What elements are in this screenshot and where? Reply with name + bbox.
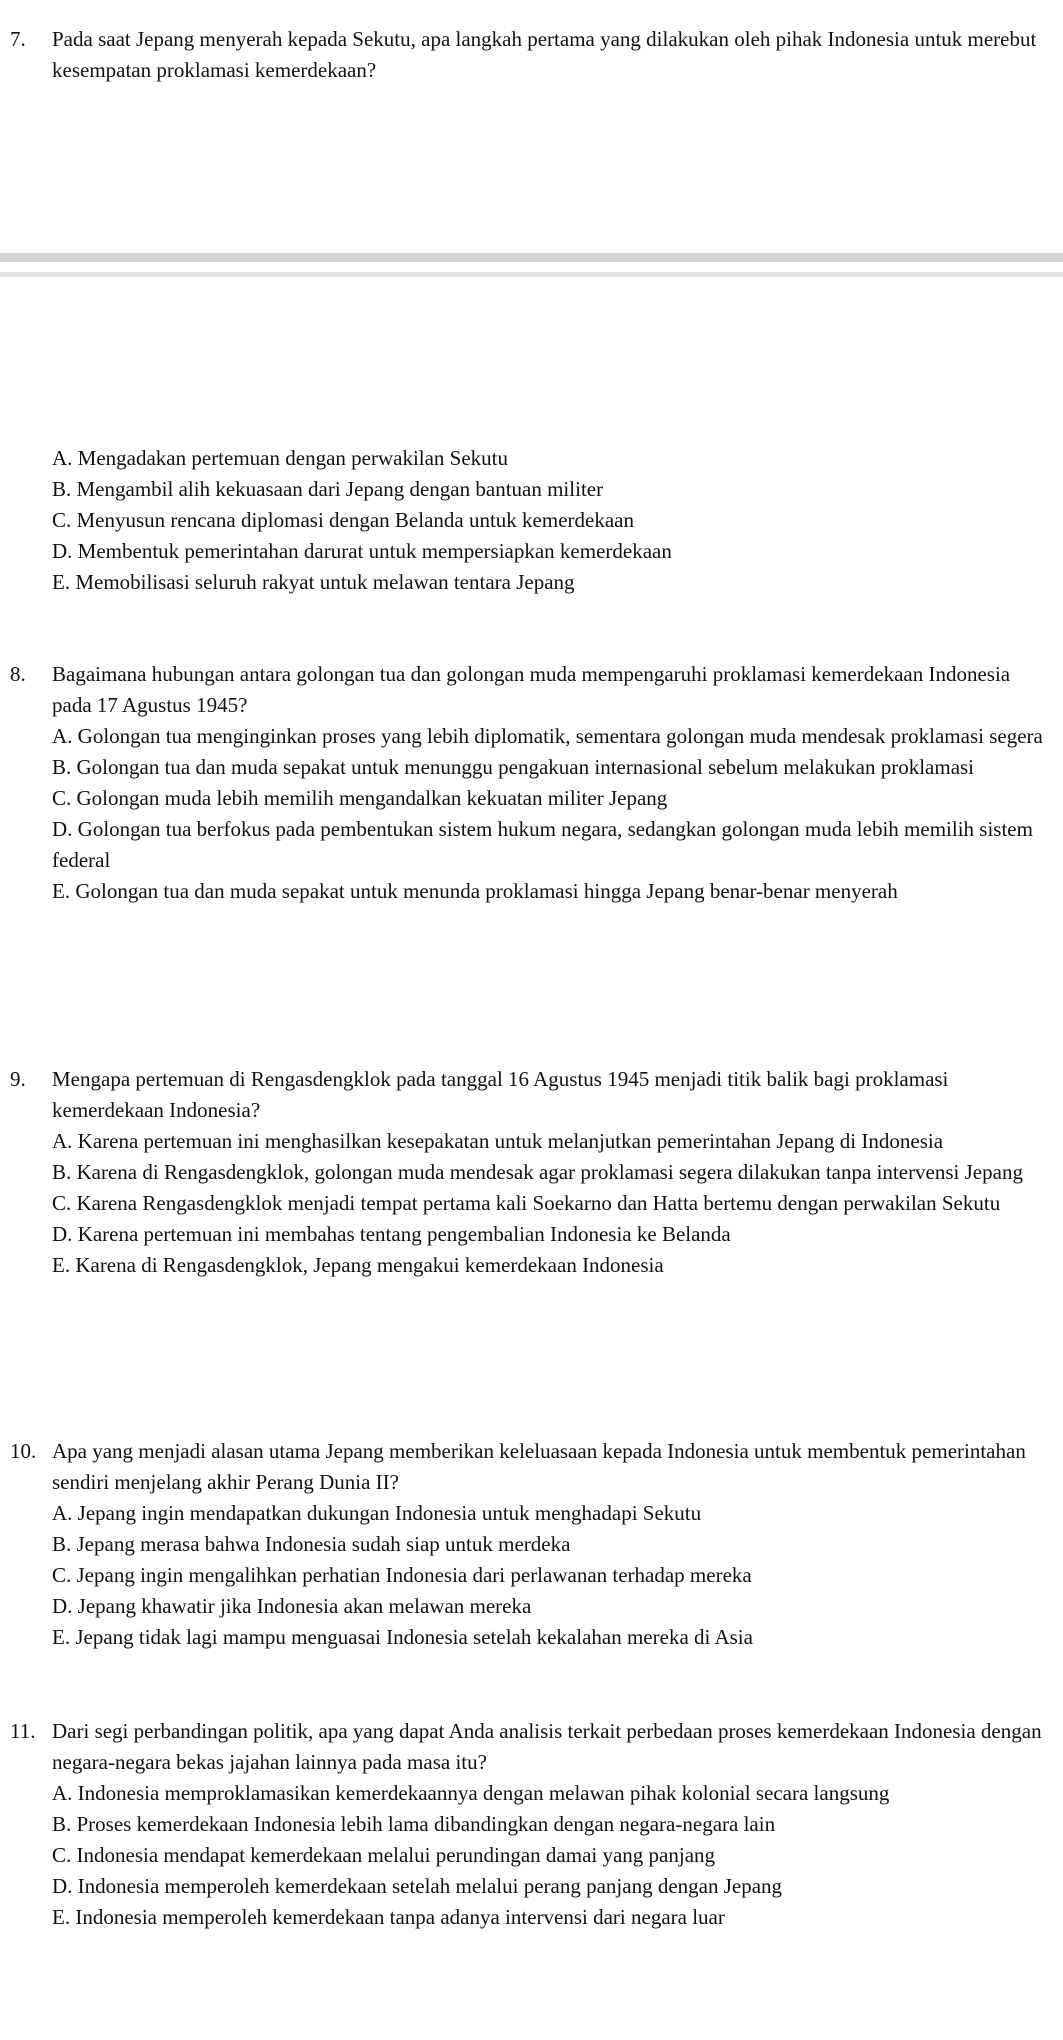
question-text [0, 24, 1050, 86]
question-7-options [0, 443, 1050, 598]
question-8 [0, 659, 1050, 907]
option-b[interactable]: B. Karena di Rengasdengklok, golongan muda mendesak agar proklamasi segera dilakukan tanpa intervensi Jepang [52, 1160, 1023, 1184]
option-d[interactable]: D. Golongan tua berfokus pada pembentukan sistem hukum negara, sedangkan golongan muda lebih memilih sistem federal [52, 817, 1033, 872]
option-b[interactable]: B. Proses kemerdekaan Indonesia lebih lama dibandingkan dengan negara-negara lain [52, 1812, 776, 1836]
question-prompt: Bagaimana hubungan antara golongan tua dan golongan muda mempengaruhi proklamasi kemerdekaan Indonesia pada 17 Agustus 1945? [52, 662, 1011, 717]
divider [0, 253, 1063, 262]
question-number: 7. [10, 27, 26, 51]
option-a[interactable]: A. Karena pertemuan ini menghasilkan kesepakatan untuk melanjutkan pemerintahan Jepang di Indonesia [52, 1129, 944, 1153]
option-c[interactable]: C. Indonesia mendapat kemerdekaan melalui perundingan damai yang panjang [52, 1843, 716, 1867]
option-a[interactable]: A. Mengadakan pertemuan dengan perwakilan Sekutu [52, 446, 509, 470]
question-text [0, 1716, 1050, 1778]
option-e[interactable]: E. Golongan tua dan muda sepakat untuk menunda proklamasi hingga Jepang benar-benar menyerah [52, 879, 898, 903]
option-b[interactable]: B. Golongan tua dan muda sepakat untuk menunggu pengakuan internasional sebelum melakukan proklamasi [52, 755, 975, 779]
option-e[interactable]: E. Indonesia memperoleh kemerdekaan tanpa adanya intervensi dari negara luar [52, 1905, 725, 1929]
option-e[interactable]: E. Karena di Rengasdengklok, Jepang mengakui kemerdekaan Indonesia [52, 1253, 664, 1277]
question-text [0, 1064, 1050, 1126]
question-text [0, 659, 1050, 721]
option-e[interactable]: E. Jepang tidak lagi mampu menguasai Indonesia setelah kekalahan mereka di Asia [52, 1625, 753, 1649]
option-c[interactable]: C. Golongan muda lebih memilih mengandalkan kekuatan militer Jepang [52, 786, 668, 810]
option-c[interactable]: C. Karena Rengasdengklok menjadi tempat pertama kali Soekarno dan Hatta bertemu dengan perwakilan Sekutu [52, 1191, 1001, 1215]
question-prompt: Mengapa pertemuan di Rengasdengklok pada tanggal 16 Agustus 1945 menjadi titik balik bagi proklamasi kemerdekaan Indonesia? [52, 1067, 949, 1122]
divider [0, 272, 1063, 277]
option-b[interactable]: B. Jepang merasa bahwa Indonesia sudah siap untuk merdeka [52, 1532, 571, 1556]
option-e[interactable]: E. Memobilisasi seluruh rakyat untuk melawan tentara Jepang [52, 570, 575, 594]
question-prompt: Pada saat Jepang menyerah kepada Sekutu, apa langkah pertama yang dilakukan oleh pihak Indonesia untuk merebut kesempatan proklamasi kemerdekaan? [52, 27, 1037, 82]
option-d[interactable]: D. Karena pertemuan ini membahas tentang pengembalian Indonesia ke Belanda [52, 1222, 731, 1246]
option-a[interactable]: A. Golongan tua menginginkan proses yang lebih diplomatik, sementara golongan muda mendesak proklamasi segera [52, 724, 1043, 748]
question-number: 9. [10, 1067, 26, 1091]
option-d[interactable]: D. Indonesia memperoleh kemerdekaan setelah melalui perang panjang dengan Jepang [52, 1874, 783, 1898]
option-d[interactable]: D. Jepang khawatir jika Indonesia akan melawan mereka [52, 1594, 532, 1618]
option-c[interactable]: C. Jepang ingin mengalihkan perhatian Indonesia dari perlawanan terhadap mereka [52, 1563, 752, 1587]
question-prompt: Apa yang menjadi alasan utama Jepang memberikan keleluasaan kepada Indonesia untuk membentuk pemerintahan sendiri menjelang akhir Perang Dunia II? [52, 1439, 1026, 1494]
question-number: 11. [10, 1719, 36, 1743]
option-b[interactable]: B. Mengambil alih kekuasaan dari Jepang dengan bantuan militer [52, 477, 604, 501]
question-prompt: Dari segi perbandingan politik, apa yang dapat Anda analisis terkait perbedaan proses kemerdekaan Indonesia dengan negara-negara bekas jajahan lainnya pada masa itu? [52, 1719, 1042, 1774]
question-10 [0, 1436, 1050, 1653]
option-a[interactable]: A. Jepang ingin mendapatkan dukungan Indonesia untuk menghadapi Sekutu [52, 1501, 702, 1525]
option-a[interactable]: A. Indonesia memproklamasikan kemerdekaannya dengan melawan pihak kolonial secara langsung [52, 1781, 890, 1805]
option-d[interactable]: D. Membentuk pemerintahan darurat untuk mempersiapkan kemerdekaan [52, 539, 672, 563]
question-7 [0, 24, 1050, 86]
question-number: 8. [10, 662, 26, 686]
question-11 [0, 1716, 1050, 1933]
question-text [0, 1436, 1050, 1498]
question-number: 10. [10, 1439, 37, 1463]
option-c[interactable]: C. Menyusun rencana diplomasi dengan Belanda untuk kemerdekaan [52, 508, 634, 532]
question-9 [0, 1064, 1050, 1281]
